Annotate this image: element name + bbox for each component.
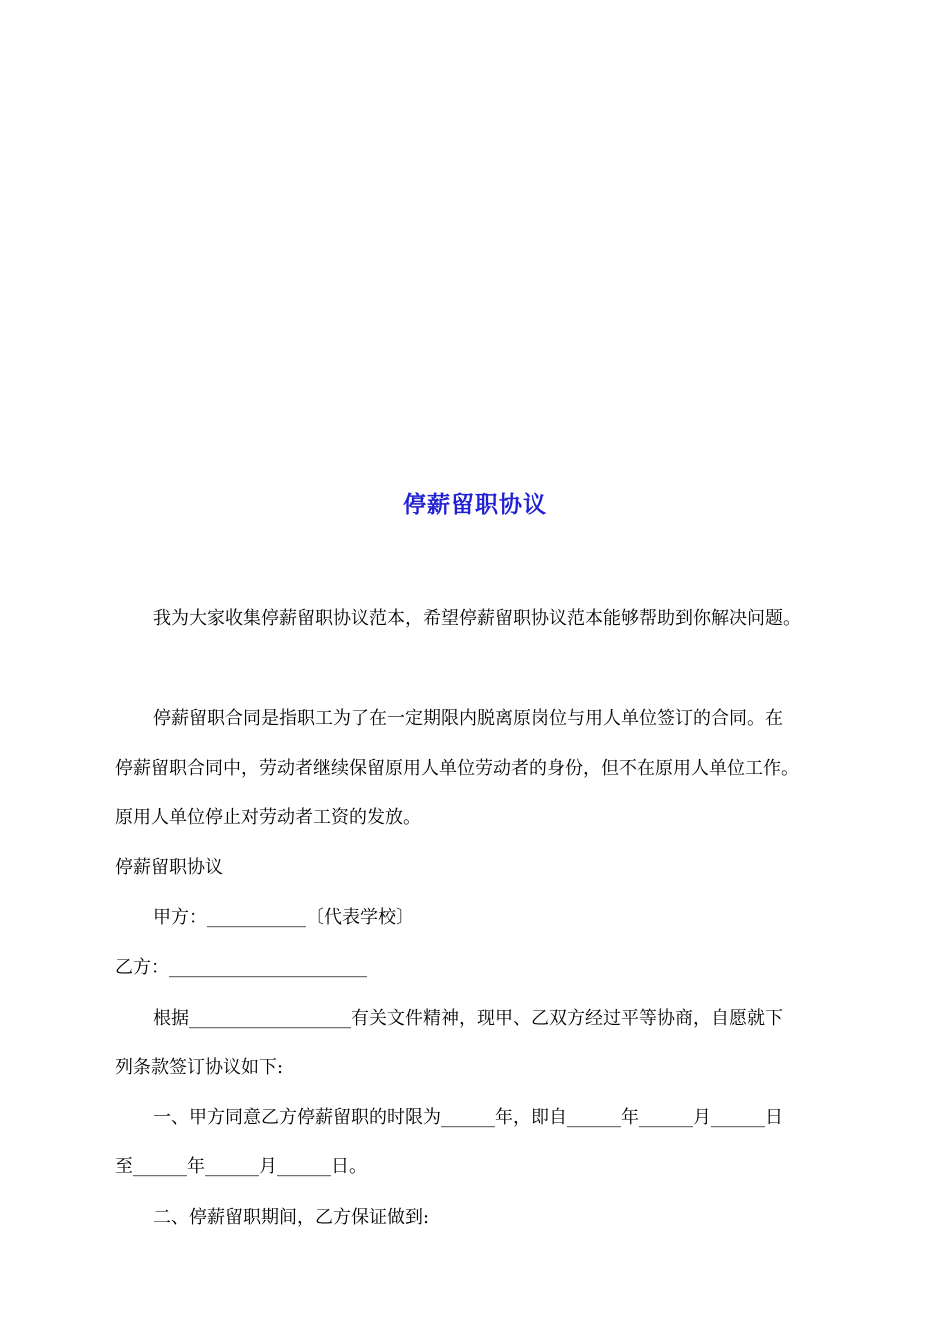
party-b-line: 乙方：______________________	[115, 957, 367, 978]
definition-line-3: 原用人单位停止对劳动者工资的发放。	[115, 807, 421, 828]
agreement-subtitle: 停薪留职协议	[115, 857, 223, 878]
basis-line-2: 列条款签订协议如下:	[115, 1057, 284, 1078]
party-a-line: 甲方：___________〔代表学校〕	[153, 907, 414, 928]
intro-paragraph: 我为大家收集停薪留职协议范本，希望停薪留职协议范本能够帮助到你解决问题。	[153, 608, 801, 629]
clause-2-line: 二、停薪留职期间，乙方保证做到:	[153, 1207, 430, 1228]
document-title: 停薪留职协议	[403, 492, 547, 518]
clause-1-line-1: 一、甲方同意乙方停薪留职的时限为______年，即自______年______月______日	[153, 1107, 783, 1128]
clause-1-line-2: 至______年______月______日。	[115, 1156, 367, 1177]
basis-line-1: 根据__________________有关文件精神，现甲、乙双方经过平等协商，自愿就下	[153, 1008, 783, 1029]
definition-line-1: 停薪留职合同是指职工为了在一定期限内脱离原岗位与用人单位签订的合同。在	[153, 708, 783, 729]
definition-line-2: 停薪留职合同中，劳动者继续保留原用人单位劳动者的身份，但不在原用人单位工作。	[115, 758, 799, 779]
